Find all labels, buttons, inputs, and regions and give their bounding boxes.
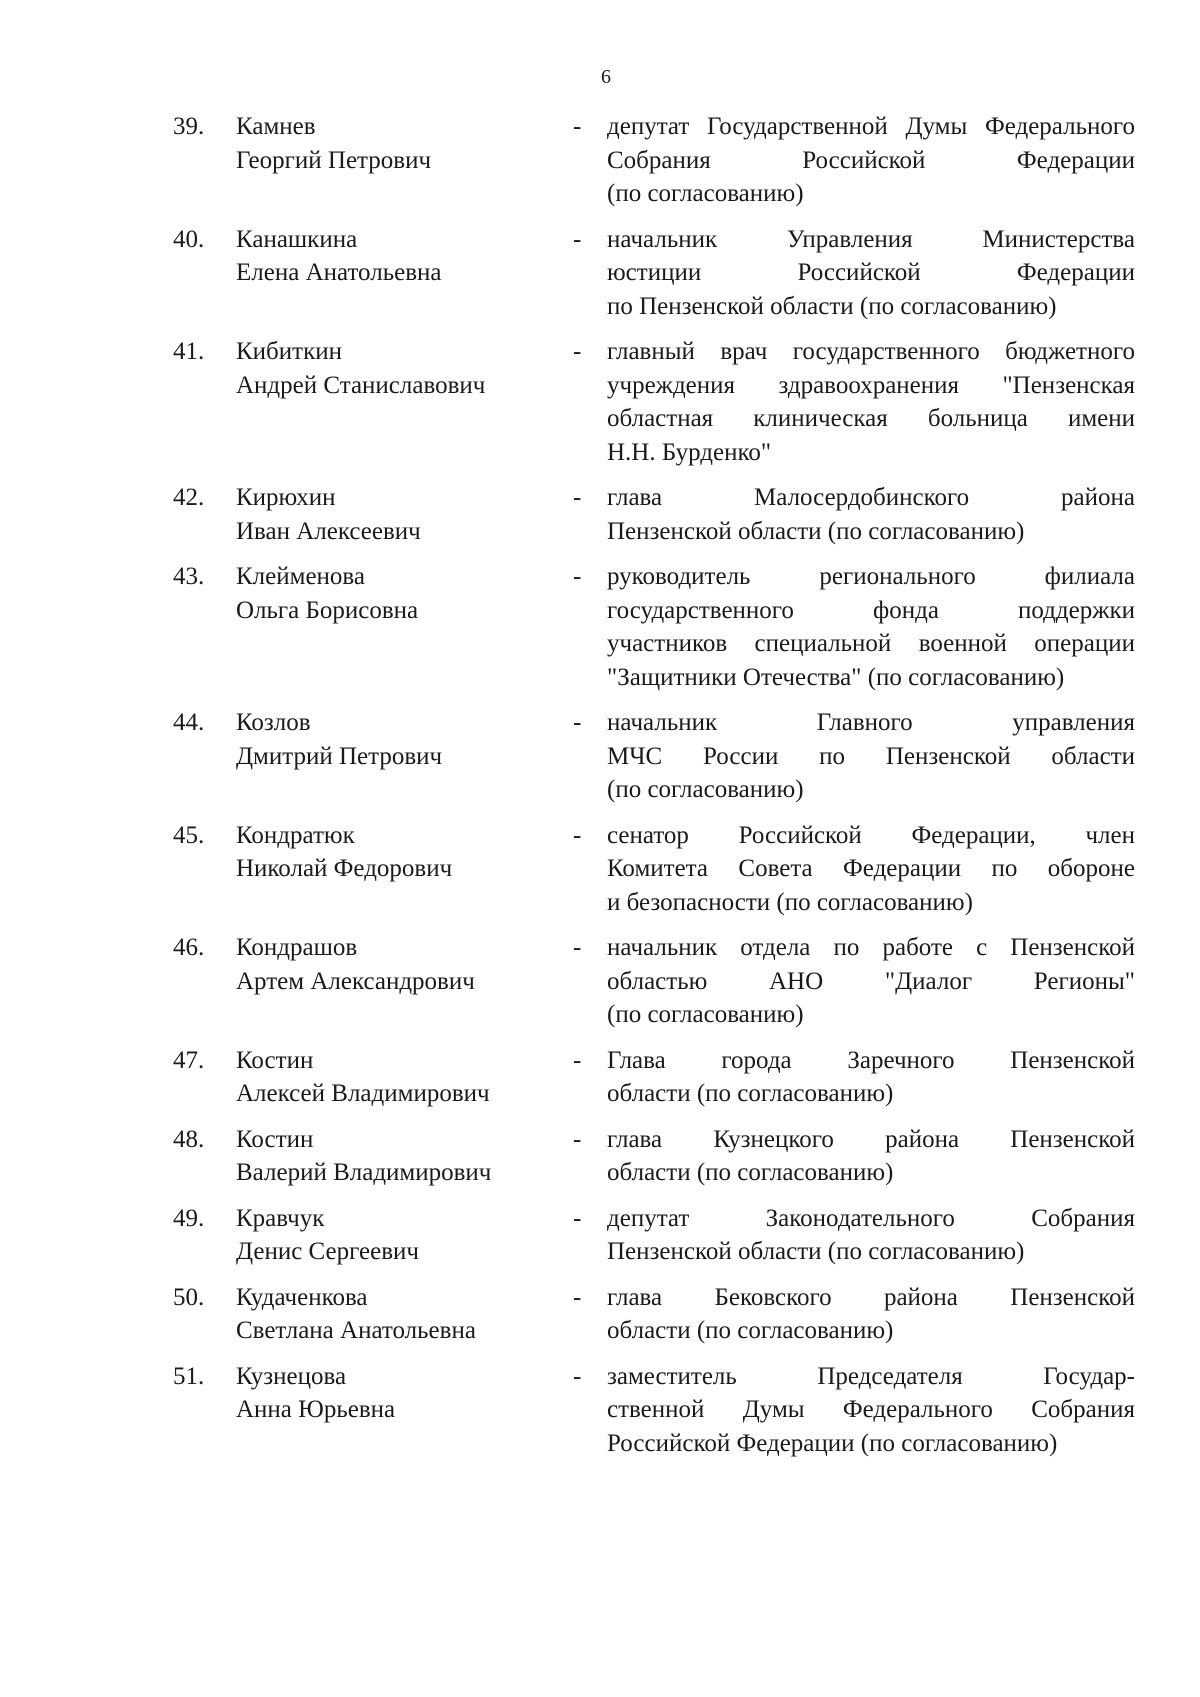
person-surname: Кирюхин — [236, 484, 336, 511]
description-line: Глава города Заречного Пензенской — [607, 1046, 1135, 1074]
position-description — [607, 706, 1135, 807]
description-line: государственного фонда поддержки — [607, 596, 1135, 624]
person-name — [236, 819, 566, 886]
position-description — [607, 1360, 1135, 1461]
list-item — [0, 1123, 1200, 1190]
item-number: 40. — [173, 225, 205, 253]
person-surname: Кузнецова — [236, 1362, 347, 1390]
description-line: (по согласованию) — [607, 1001, 804, 1028]
dash-separator: - — [573, 821, 582, 849]
list-item — [0, 335, 1200, 469]
description-line: участников специальной военной операции — [607, 630, 1135, 657]
person-name — [236, 110, 566, 177]
person-name — [236, 931, 566, 998]
position-description — [607, 1202, 1135, 1269]
position-description — [607, 1044, 1135, 1111]
position-description — [607, 1123, 1135, 1190]
person-given-names: Анна Юрьевна — [236, 1396, 396, 1423]
dash-separator: - — [573, 338, 582, 365]
item-number: 50. — [173, 1283, 205, 1311]
person-surname: Кибиткин — [236, 338, 342, 365]
description-line: заместитель Председателя Государ- — [607, 1362, 1135, 1390]
description-line: Собрания Российской Федерации — [607, 146, 1135, 174]
item-number: 41. — [173, 338, 205, 365]
description-line: начальник Управления Министерства — [607, 225, 1135, 253]
description-line: (по согласованию) — [607, 180, 804, 207]
position-description — [607, 560, 1135, 694]
position-description — [607, 1281, 1135, 1348]
description-line: областная клиническая больница имени — [607, 405, 1135, 432]
list-item — [0, 819, 1200, 920]
list-item — [0, 1044, 1200, 1111]
list-item — [0, 931, 1200, 1032]
description-line: области (по согласованию) — [607, 1159, 894, 1186]
position-description — [607, 481, 1135, 548]
dash-separator: - — [573, 1204, 582, 1232]
person-given-names: Светлана Анатольевна — [236, 1317, 476, 1344]
person-name — [236, 1123, 566, 1190]
person-name — [236, 481, 566, 548]
description-line: Пензенской области (по согласованию) — [607, 517, 1025, 545]
list-item — [0, 1281, 1200, 1348]
person-given-names: Андрей Станиславович — [236, 371, 486, 399]
item-number: 43. — [173, 563, 205, 590]
description-line: Российской Федерации (по согласованию) — [607, 1429, 1058, 1457]
item-number: 47. — [173, 1046, 205, 1074]
person-given-names: Валерий Владимирович — [236, 1159, 492, 1186]
person-given-names: Иван Алексеевич — [236, 517, 421, 545]
description-line: глава Кузнецкого района Пензенской — [607, 1125, 1135, 1153]
dash-separator: - — [573, 1046, 582, 1074]
position-description — [607, 335, 1135, 469]
person-given-names: Елена Анатольевна — [236, 259, 442, 286]
person-given-names: Артем Александрович — [236, 967, 475, 995]
person-name — [236, 706, 566, 773]
position-description — [607, 223, 1135, 324]
person-name — [236, 1044, 566, 1111]
person-name — [236, 1202, 566, 1269]
members-list — [0, 110, 1200, 1472]
dash-separator: - — [573, 484, 582, 511]
person-surname: Кондрашов — [236, 934, 358, 961]
dash-separator: - — [573, 1283, 582, 1311]
description-line: и безопасности (по согласованию) — [607, 888, 973, 916]
item-number: 46. — [173, 934, 205, 961]
description-line: Пензенской области (по согласованию) — [607, 1238, 1025, 1265]
list-item — [0, 1360, 1200, 1461]
description-line: "Защитники Отечества" (по согласованию) — [607, 663, 1065, 691]
person-given-names: Георгий Петрович — [236, 146, 432, 174]
description-line: депутат Государственной Думы Федерального — [607, 113, 1135, 140]
item-number: 44. — [173, 709, 205, 736]
description-line: по Пензенской области (по согласованию) — [607, 292, 1057, 320]
description-line: (по согласованию) — [607, 776, 804, 803]
person-name — [236, 560, 566, 627]
person-surname: Кондратюк — [236, 821, 355, 849]
dash-separator: - — [573, 709, 582, 736]
description-line: руководитель регионального филиала — [607, 563, 1135, 590]
description-line: глава Бековского района Пензенской — [607, 1283, 1135, 1311]
description-line: начальник отдела по работе с Пензенской — [607, 934, 1135, 961]
item-number: 39. — [173, 113, 205, 140]
description-line: глава Малосердобинского района — [607, 484, 1135, 511]
dash-separator: - — [573, 113, 582, 140]
description-line: Н.Н. Бурденко" — [607, 438, 772, 466]
description-line: МЧС России по Пензенской области — [607, 742, 1135, 770]
person-given-names: Дмитрий Петрович — [236, 742, 443, 770]
description-line: области (по согласованию) — [607, 1080, 894, 1107]
list-item — [0, 1202, 1200, 1269]
list-item — [0, 560, 1200, 694]
person-surname: Костин — [236, 1046, 314, 1074]
person-given-names: Николай Федорович — [236, 855, 453, 882]
position-description — [607, 819, 1135, 920]
description-line: Комитета Совета Федерации по обороне — [607, 855, 1135, 882]
description-line: депутат Законодательного Собрания — [607, 1204, 1135, 1232]
person-surname: Кудаченкова — [236, 1283, 368, 1311]
person-surname: Костин — [236, 1125, 314, 1153]
item-number: 51. — [173, 1362, 205, 1390]
person-name — [236, 335, 566, 402]
person-surname: Камнев — [236, 113, 316, 140]
position-description — [607, 931, 1135, 1032]
page-number: 6 — [601, 66, 611, 88]
person-given-names: Денис Сергеевич — [236, 1238, 420, 1265]
position-description — [607, 110, 1135, 211]
description-line: области (по согласованию) — [607, 1317, 894, 1344]
description-line: юстиции Российской Федерации — [607, 259, 1135, 286]
list-item — [0, 481, 1200, 548]
person-surname: Козлов — [236, 709, 311, 736]
item-number: 49. — [173, 1204, 205, 1232]
description-line: учреждения здравоохранения "Пензенская — [607, 371, 1135, 399]
description-line: начальник Главного управления — [607, 709, 1135, 736]
item-number: 45. — [173, 821, 205, 849]
list-item — [0, 223, 1200, 324]
person-surname: Канашкина — [236, 225, 358, 253]
dash-separator: - — [573, 1125, 582, 1153]
dash-separator: - — [573, 1362, 582, 1390]
list-item — [0, 706, 1200, 807]
item-number: 42. — [173, 484, 205, 511]
dash-separator: - — [573, 225, 582, 253]
item-number: 48. — [173, 1125, 205, 1153]
person-name — [236, 1281, 566, 1348]
person-name — [236, 1360, 566, 1427]
person-surname: Клейменова — [236, 563, 365, 590]
dash-separator: - — [573, 934, 582, 961]
description-line: областью АНО "Диалог Регионы" — [607, 967, 1135, 995]
person-name — [236, 223, 566, 290]
dash-separator: - — [573, 563, 582, 590]
description-line: сенатор Российской Федерации, член — [607, 821, 1135, 849]
person-given-names: Алексей Владимирович — [236, 1080, 490, 1107]
description-line: главный врач государственного бюджетного — [607, 338, 1135, 365]
person-given-names: Ольга Борисовна — [236, 596, 419, 624]
person-surname: Кравчук — [236, 1204, 325, 1232]
description-line: ственной Думы Федерального Собрания — [607, 1396, 1135, 1423]
list-item — [0, 110, 1200, 211]
